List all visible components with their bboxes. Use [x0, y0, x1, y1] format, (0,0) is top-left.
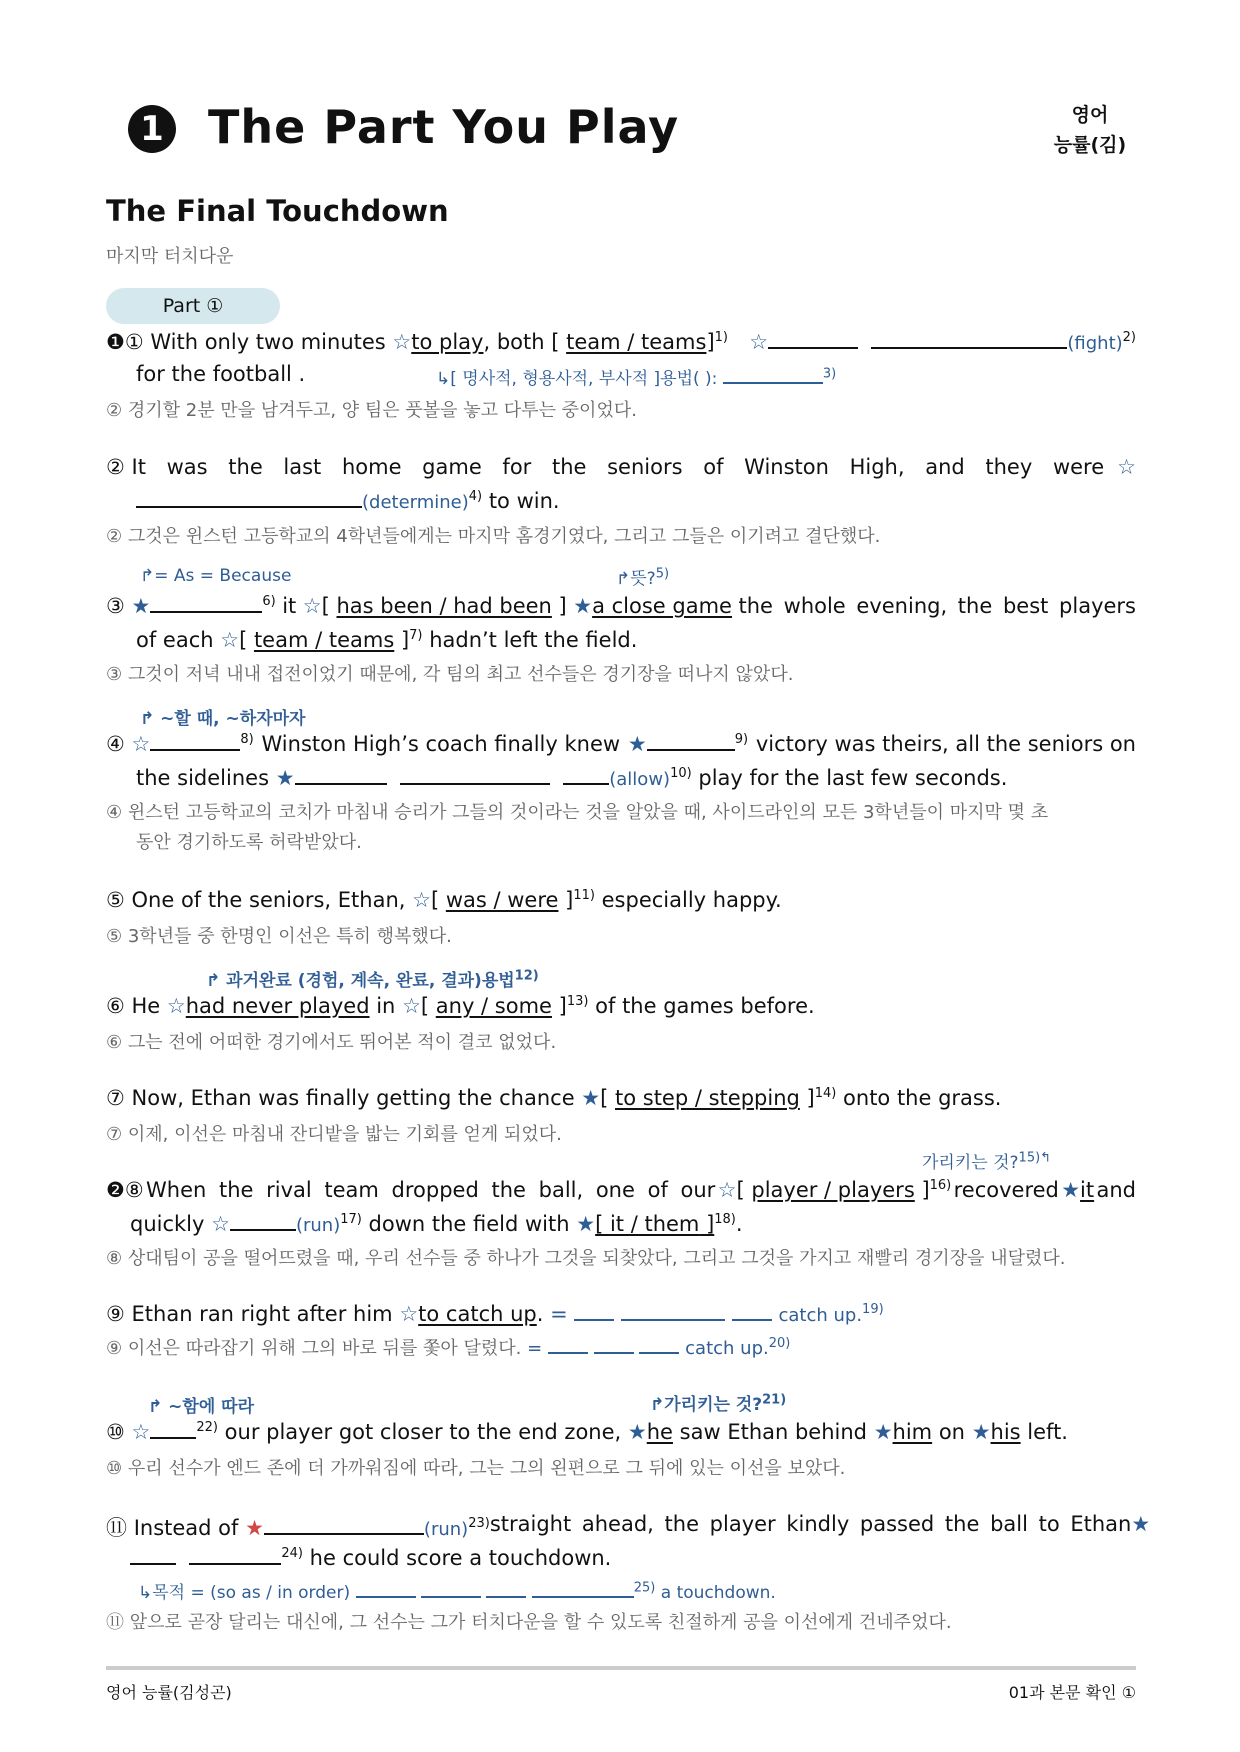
korean-text: ⑨ 이선은 따라잡기 위해 그의 바로 뒤를 쫓아 달렸다.: [106, 1338, 522, 1359]
sentence-text: it: [282, 594, 297, 618]
subject-line-1: 영어: [1071, 104, 1109, 126]
answer-blank[interactable]: [732, 1303, 772, 1321]
hollow-star-icon: ☆: [402, 994, 421, 1018]
filled-star-icon: ★: [576, 1212, 596, 1236]
sentence-text: Winston High’s coach finally knew: [261, 732, 621, 756]
hollow-star-icon: ☆: [399, 1302, 419, 1326]
hollow-star-icon: ☆: [131, 1420, 151, 1444]
sentence-text: It was the last home game for the seniors of Winston High, and they were: [131, 455, 1105, 479]
footnote-ref: 9): [734, 732, 749, 747]
grammar-note: [436, 364, 836, 389]
sentence-marker: ❶①: [106, 330, 144, 354]
sentence-text: especially happy.: [601, 888, 782, 912]
korean-translation: ③ 그것이 저녁 내내 접전이었기 때문에, 각 팀의 최고 선수들은 경기장을 떠나지 않았다.: [106, 664, 794, 685]
sentence-text: the whole evening, the best players: [738, 594, 1136, 618]
sentence-text: catch up.: [778, 1305, 863, 1326]
sentence-text: he could score a touchdown.: [309, 1546, 612, 1570]
note-text: 가리키는 것?: [922, 1153, 1019, 1173]
answer-blank[interactable]: [136, 490, 362, 508]
sentence-text: victory was theirs, all the seniors on: [755, 732, 1136, 756]
hollow-star-icon: ☆: [166, 994, 186, 1018]
filled-star-icon: ★: [627, 1420, 647, 1444]
footnote-ref: 3): [822, 366, 837, 382]
underlined-phrase: to play: [411, 330, 484, 354]
filled-star-icon: ★: [573, 594, 593, 618]
filled-star-icon: ★: [971, 1420, 991, 1444]
sentence-4: [106, 732, 1140, 756]
sentence-text: Ethan ran right after him: [131, 1302, 393, 1326]
bracket-close: ]: [706, 330, 715, 354]
underlined-pronoun: him: [892, 1420, 933, 1444]
hollow-star-icon: ☆: [211, 1212, 230, 1236]
sentence-text: on: [938, 1420, 965, 1444]
filled-star-icon: ★: [627, 732, 647, 756]
footnote-ref: 1): [714, 330, 728, 345]
sentence-2: [106, 455, 1140, 479]
hollow-star-icon: ☆: [220, 628, 240, 652]
filled-star-icon: ★: [1131, 1512, 1151, 1536]
footnote-ref: 14): [814, 1086, 837, 1101]
answer-blank[interactable]: [189, 1547, 281, 1565]
filled-star-icon: ★: [873, 1420, 893, 1444]
sentence-1: [106, 330, 1140, 354]
sentence-text: Instead of: [133, 1516, 239, 1540]
korean-text: catch up.: [685, 1338, 769, 1359]
sentence-marker: ⑥: [106, 994, 125, 1018]
sentence-5: ⑤ One of the seniors, Ethan, ☆[ was / were ]$^{11)}$ especially happy.: [106, 888, 782, 912]
sentence-11: [106, 1512, 1151, 1542]
choice-bracket: team / teams: [566, 330, 707, 354]
sentence-4-line2: [136, 766, 1007, 790]
equals-sign: =: [550, 1302, 568, 1326]
answer-blank[interactable]: [621, 1303, 725, 1321]
sentence-10: [106, 1420, 1068, 1444]
subject-line-2: 능률(김): [1053, 134, 1127, 156]
footer-left-label: 영어 능률(김성곤): [106, 1683, 232, 1702]
sentence-text: recovered: [953, 1178, 1059, 1202]
underlined-pronoun: it: [1080, 1178, 1095, 1202]
footnote-ref: 25): [633, 1580, 656, 1596]
answer-blank[interactable]: [768, 331, 858, 349]
sentence-marker: ④: [106, 732, 125, 756]
choice-bracket: was / were: [445, 888, 559, 912]
choice-bracket: to step / stepping: [615, 1086, 800, 1110]
underlined-phrase: a close game: [592, 594, 732, 618]
red-star-icon: ★: [245, 1516, 264, 1540]
footnote-ref: 16): [929, 1178, 952, 1193]
answer-blank[interactable]: [230, 1213, 296, 1231]
lesson-title: The Part You Play: [208, 100, 680, 154]
sentence-text: , both [: [483, 330, 560, 354]
sentence-marker: ②: [106, 455, 125, 479]
footer-divider: [106, 1666, 1136, 1670]
sentence-text: Now, Ethan was finally getting the chance: [131, 1086, 575, 1110]
hollow-star-icon: ☆: [392, 330, 412, 354]
sentence-text: straight ahead, the player kindly passed the ball to Ethan: [489, 1512, 1132, 1536]
answer-blank[interactable]: [594, 1340, 634, 1354]
grammar-note: ↱ ~할 때, ~하자마자: [140, 709, 306, 729]
footnote-ref: 8): [240, 732, 254, 747]
korean-translation: ⑥ 그는 전에 어떠한 경기에서도 뛰어본 적이 결코 없었다.: [106, 1032, 557, 1053]
subject-label: [1040, 100, 1140, 160]
note-text: a touchdown.: [660, 1583, 776, 1603]
choice-bracket: any / some: [435, 994, 552, 1018]
hollow-star-icon: ☆: [302, 594, 322, 618]
sentence-text: saw Ethan behind: [679, 1420, 868, 1444]
verb-hint: (determine): [362, 492, 469, 513]
footnote-ref: 7): [409, 628, 423, 643]
note-text: ↳목적 = (so as / in order): [138, 1583, 351, 1603]
sentence-marker: ⑤: [106, 888, 125, 912]
footnote-ref: 12): [514, 968, 539, 984]
sentence-marker: ⑨: [106, 1302, 125, 1326]
sentence-marker: ③: [106, 594, 125, 618]
story-title: The Final Touchdown: [106, 194, 449, 228]
choice-bracket: team / teams: [253, 628, 395, 652]
story-title-korean: 마지막 터치다운: [106, 246, 234, 267]
footnote-ref: 11): [573, 888, 595, 903]
underlined-pronoun: he: [646, 1420, 673, 1444]
hollow-star-icon: ☆: [1117, 455, 1136, 479]
sentence-text: play for the last few seconds.: [698, 766, 1008, 790]
footnote-ref: 10): [670, 766, 692, 781]
underlined-pronoun: his: [990, 1420, 1021, 1444]
grammar-note: ↱ ~함에 따라: [148, 1397, 255, 1417]
sentence-marker: ⑪: [106, 1516, 127, 1540]
sentence-7: ⑦ Now, Ethan was finally getting the chance ★[ to step / stepping ]$^{14)}$ onto the grass.: [106, 1086, 1002, 1110]
footnote-ref: 19): [862, 1302, 884, 1317]
korean-translation: ④ 윈스턴 고등학교의 코치가 마침내 승리가 그들의 것이라는 것을 알았을 때, 사이드라인의 모든 3학년들이 마지막 몇 초: [106, 802, 1049, 823]
lesson-number-badge: 1: [128, 105, 176, 153]
footer-right-label: 01과 본문 확인 ①: [1008, 1683, 1136, 1702]
korean-translation: ② 그것은 윈스턴 고등학교의 4학년들에게는 마지막 홈경기였다, 그리고 그들은 이기려고 결단했다.: [106, 526, 881, 547]
sentence-3: ③ ★ $^{6)}$ it ☆[ has been / had been ] ★a close game the whole evening, the best players: [106, 594, 1136, 618]
footnote-ref: 13): [566, 994, 589, 1009]
korean-translation: ⑩ 우리 선수가 엔드 존에 더 가까워짐에 따라, 그는 그의 왼편으로 그 뒤에 있는 이선을 보았다.: [106, 1458, 846, 1479]
sentence-8-line2: quickly ☆ (run)$^{17)}$ down the field with ★[ it / them ]$^{18)}$.: [130, 1212, 743, 1236]
sentence-text: in: [376, 994, 396, 1018]
verb-hint: (fight): [1067, 333, 1123, 354]
korean-translation-cont: 동안 경기하도록 허락받았다.: [136, 832, 362, 853]
grammar-note: [616, 564, 669, 589]
sentence-text: to win.: [488, 489, 560, 513]
grammar-note: [138, 1578, 776, 1603]
sentence-text: onto the grass.: [843, 1086, 1002, 1110]
filled-star-icon: ★: [1061, 1178, 1081, 1202]
answer-blank[interactable]: [647, 733, 735, 751]
note-text: ↳[ 명사적, 형용사적, 부사적 ]용법( ):: [436, 369, 718, 389]
answer-blank[interactable]: [639, 1340, 679, 1354]
answer-blank[interactable]: [150, 733, 240, 751]
footnote-ref: 15)↰: [1018, 1150, 1052, 1166]
sentence-marker: ❷⑧: [106, 1178, 144, 1202]
korean-translation: ② 경기할 2분 만을 남겨두고, 양 팀은 풋볼을 놓고 다투는 중이었다.: [106, 400, 637, 421]
answer-blank[interactable]: [532, 1584, 634, 1598]
hollow-star-icon: ☆: [131, 732, 151, 756]
underlined-phrase: had never played: [185, 994, 370, 1018]
korean-translation: ⑨ 이선은 따라잡기 위해 그의 바로 뒤를 쫓아 달렸다. = catch up.$^{20)}$: [106, 1336, 791, 1359]
sentence-6: ⑥ He ☆had never played in ☆[ any / some ]$^{13)}$ of the games before.: [106, 994, 815, 1018]
footnote-ref: 17): [340, 1212, 362, 1227]
part-label-pill: Part ①: [106, 288, 280, 324]
grammar-note: [922, 1148, 1051, 1173]
choice-bracket: it / them: [609, 1212, 700, 1236]
footnote-ref: 4): [468, 489, 483, 504]
sentence-text: hadn’t left the field.: [429, 628, 638, 652]
answer-blank[interactable]: [548, 1340, 588, 1354]
sentence-text: our player got closer to the end zone,: [224, 1420, 622, 1444]
filled-star-icon: ★: [275, 766, 295, 790]
answer-blank[interactable]: [295, 767, 387, 785]
note-text: ↱뜻?: [616, 569, 656, 589]
footnote-ref: 5): [655, 566, 670, 582]
sentence-text: of each: [136, 628, 214, 652]
korean-translation: ⑧ 상대팀이 공을 떨어뜨렸을 때, 우리 선수들 중 하나가 그것을 되찾았다, 그리고 그것을 가지고 재빨리 경기장을 내달렸다.: [106, 1248, 1066, 1269]
hollow-star-icon: ☆: [717, 1178, 737, 1202]
sentence-9: ⑨ Ethan ran right after him ☆to catch up. = catch up.$^{19)}$: [106, 1302, 884, 1326]
note-text: ↱ 과거완료 (경험, 계속, 완료, 결과)용법: [206, 971, 515, 991]
answer-blank[interactable]: [130, 1547, 176, 1565]
choice-bracket: has been / had been: [336, 594, 552, 618]
note-text: ↱가리키는 것?: [650, 1395, 763, 1415]
footnote-ref: 2): [1122, 330, 1136, 345]
sentence-text: One of the seniors, Ethan,: [131, 888, 406, 912]
verb-hint: (run): [295, 1215, 341, 1236]
sentence-marker: ⑦: [106, 1086, 125, 1110]
answer-blank[interactable]: [723, 370, 823, 384]
sentence-text: down the field with: [368, 1212, 570, 1236]
footnote-ref: 6): [262, 594, 276, 609]
footnote-ref: 23): [468, 1516, 490, 1531]
answer-blank[interactable]: [421, 1584, 481, 1598]
sentence-text: left.: [1027, 1420, 1068, 1444]
korean-translation: ⑤ 3학년들 중 한명인 이선은 특히 행복했다.: [106, 926, 452, 947]
korean-translation: ⑦ 이제, 이선은 마침내 잔디밭을 밟는 기회를 얻게 되었다.: [106, 1124, 562, 1145]
grammar-note: [206, 966, 539, 991]
underlined-phrase: to catch up: [418, 1302, 537, 1326]
choice-bracket: player / players: [751, 1178, 915, 1202]
answer-blank[interactable]: [150, 1421, 196, 1439]
sentence-text: With only two minutes: [150, 330, 386, 354]
answer-blank[interactable]: [150, 595, 262, 613]
answer-blank[interactable]: [356, 1584, 416, 1598]
sentence-8: ❷⑧ When the rival team dropped the ball, one of our ☆[ player / players ]$^{16)}$ recovered ★it and: [106, 1178, 1136, 1202]
footnote-ref: 21): [762, 1392, 787, 1408]
footnote-ref: 20): [768, 1336, 791, 1351]
verb-hint: (run): [423, 1519, 469, 1540]
sentence-text: He: [131, 994, 161, 1018]
sentence-2-line2: [136, 489, 560, 513]
sentence-text: of the games before.: [595, 994, 815, 1018]
answer-blank[interactable]: [486, 1584, 526, 1598]
footnote-ref: 24): [281, 1546, 303, 1561]
sentence-marker: ⑩: [106, 1420, 125, 1444]
footnote-ref: 18): [714, 1212, 736, 1227]
sentence-1-line2: for the football .: [136, 362, 306, 386]
grammar-note: [650, 1390, 786, 1415]
filled-star-icon: ★: [581, 1086, 601, 1110]
answer-blank[interactable]: [574, 1303, 614, 1321]
answer-blank[interactable]: [400, 767, 550, 785]
hollow-star-icon: ☆: [412, 888, 431, 912]
filled-star-icon: ★: [131, 594, 151, 618]
sentence-11-line2: [130, 1546, 611, 1570]
sentence-text: quickly: [130, 1212, 205, 1236]
sentence-text: the sidelines: [136, 766, 270, 790]
hollow-star-icon: ☆: [749, 330, 769, 354]
footnote-ref: 22): [196, 1420, 218, 1435]
sentence-3-line2: of each ☆[ team / teams ]$^{7)}$ hadn’t left the field.: [136, 628, 638, 652]
korean-translation: ⑪ 앞으로 곧장 달리는 대신에, 그 선수는 그가 터치다운을 할 수 있도록 친절하게 공을 이선에게 건네주었다.: [106, 1612, 952, 1633]
answer-blank[interactable]: [563, 767, 609, 785]
sentence-text: and: [1096, 1178, 1136, 1202]
grammar-note: ↱= As = Because: [140, 566, 292, 586]
answer-blank[interactable]: [264, 1517, 424, 1535]
answer-blank[interactable]: [871, 331, 1067, 349]
verb-hint: (allow): [609, 769, 671, 790]
sentence-text: When the rival team dropped the ball, one of our: [146, 1178, 716, 1202]
